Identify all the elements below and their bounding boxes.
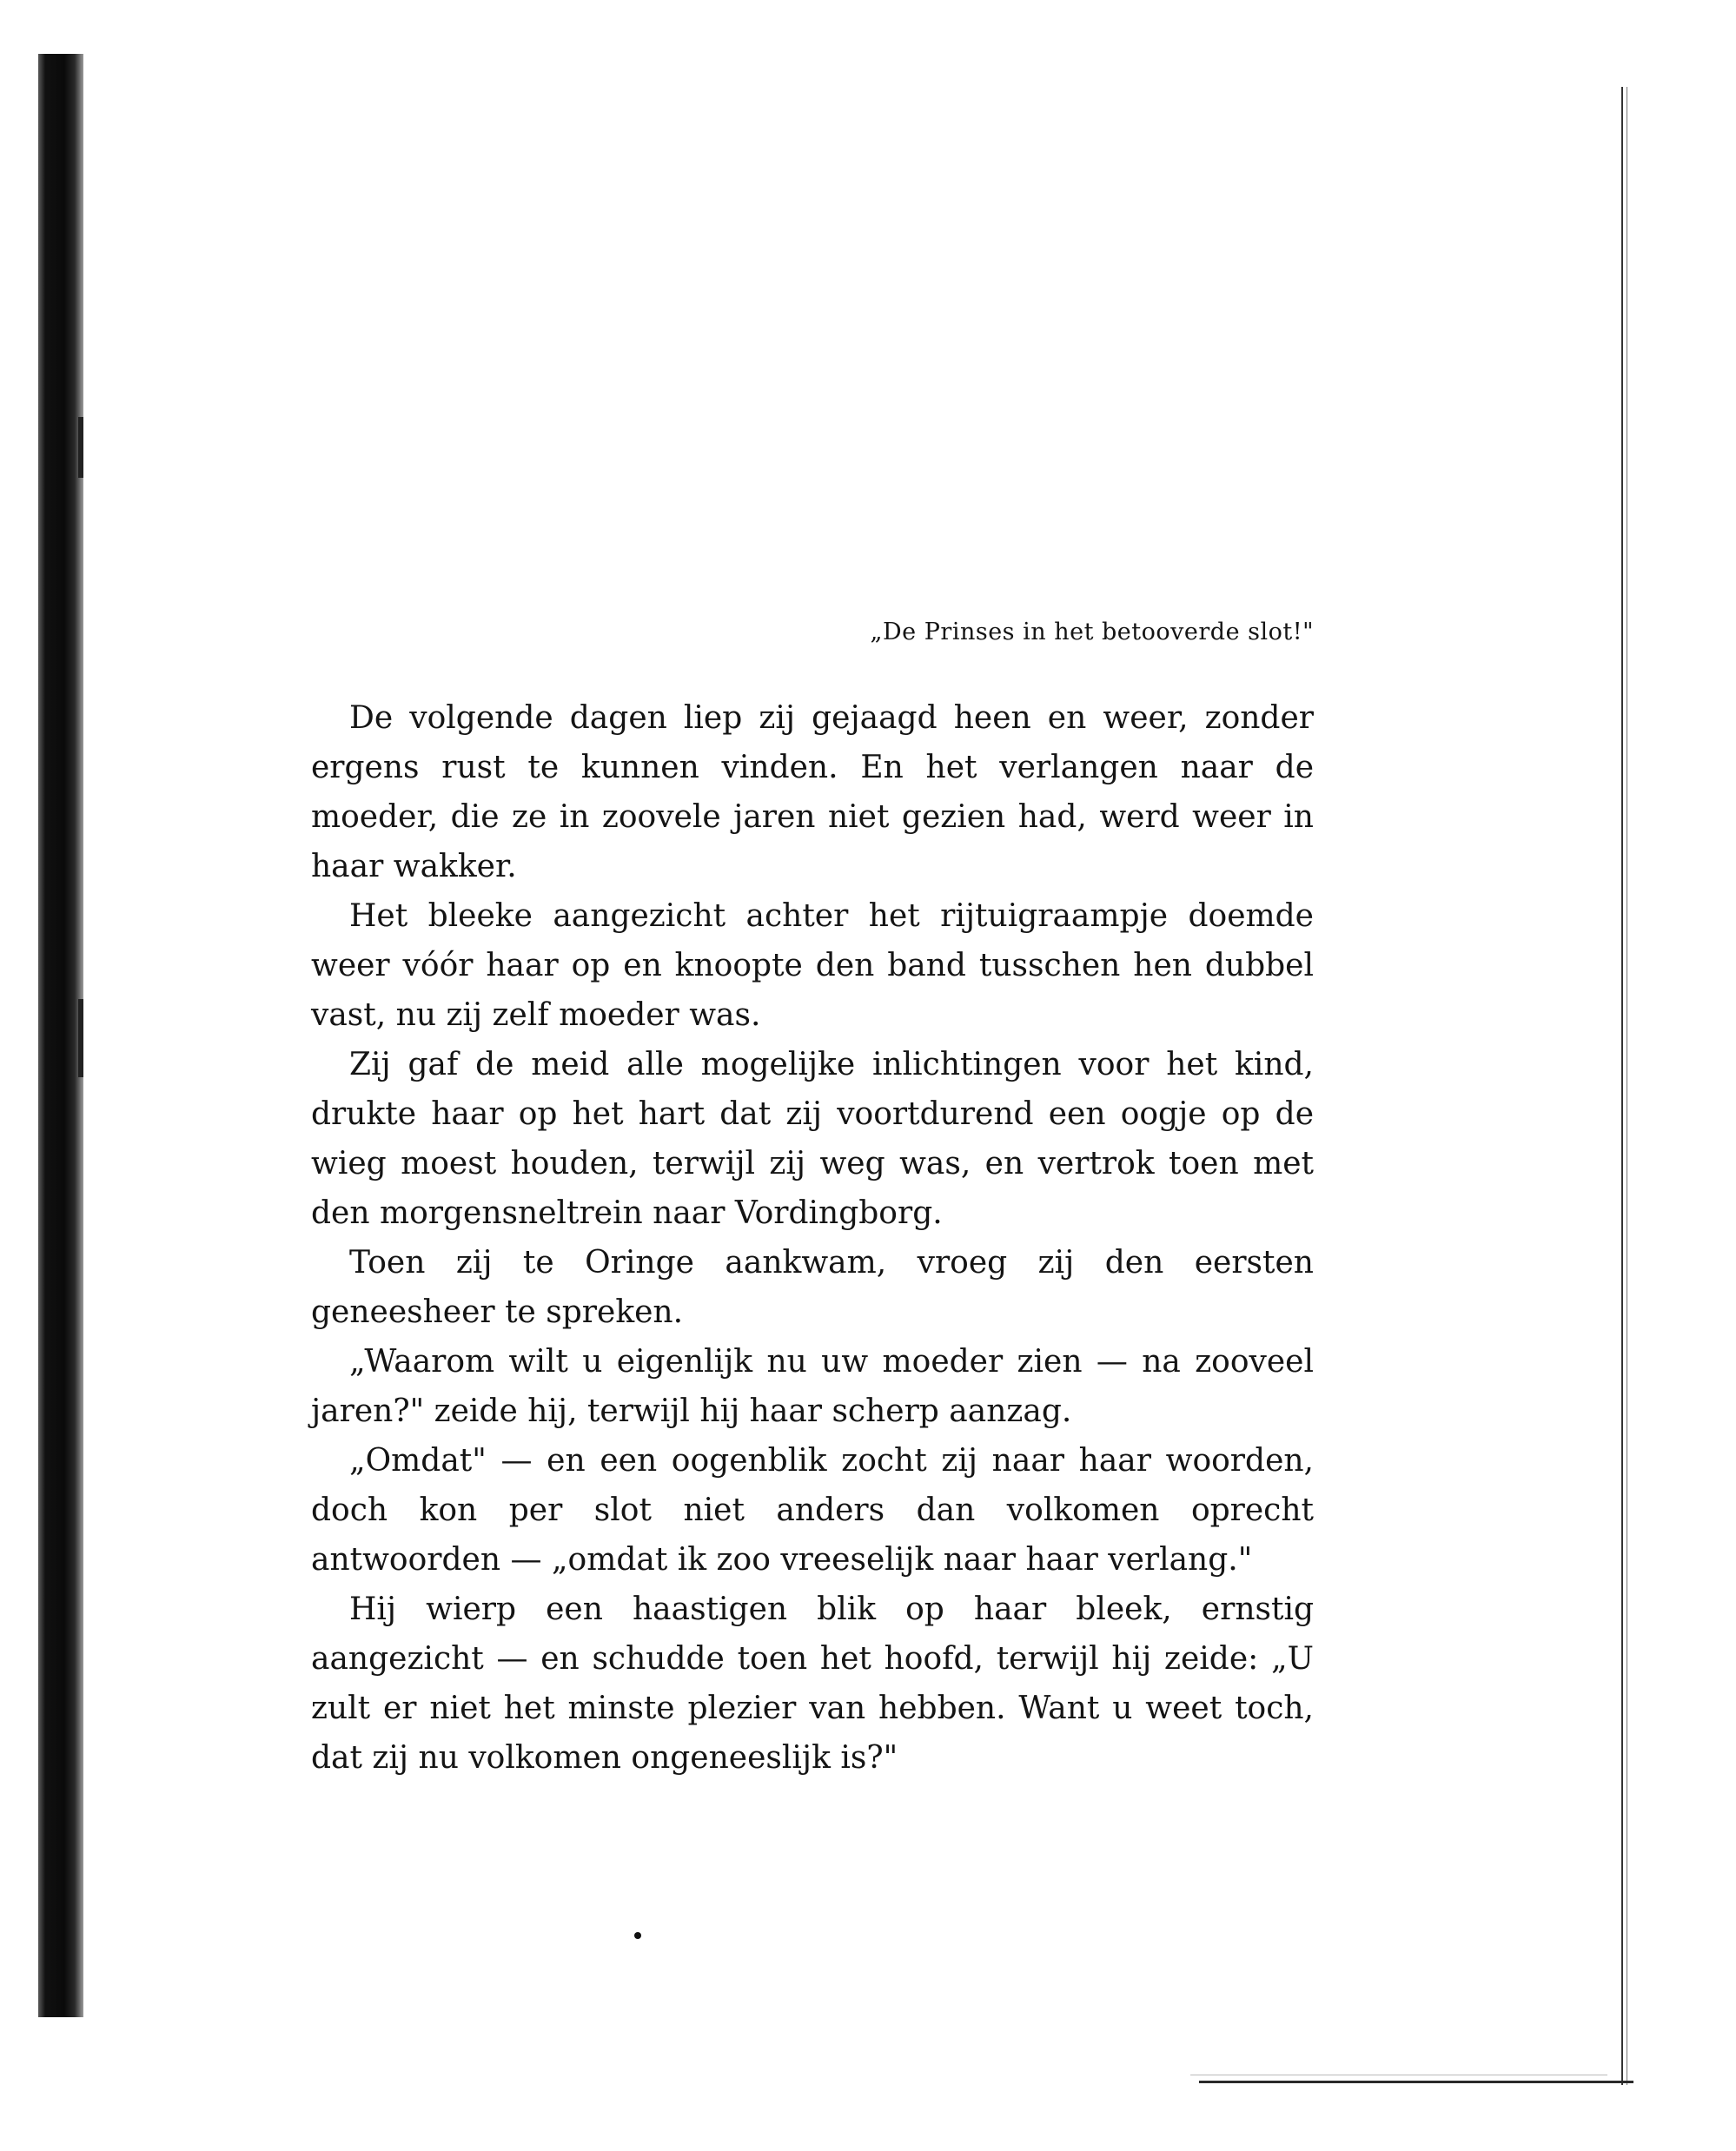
binding-notch (78, 999, 83, 1077)
binding-edge (38, 54, 83, 2017)
paragraph: Het bleeke aangezicht achter het rijtuigraampje doemde weer vóór haar op en knoopte den band tusschen hen dubbel vast, nu zij zelf moeder was. (311, 898, 1314, 1033)
page-border-line (1621, 87, 1623, 2085)
page-border-line (1199, 2081, 1633, 2083)
paragraph: De volgende dagen liep zij gejaagd heen en weer, zonder ergens rust te kunnen vinden. En het verlangen naar de moeder, die ze in zoovele jaren niet gezien had, werd weer in haar wakker. (311, 700, 1314, 884)
paragraph: „Omdat" — en een oogenblik zocht zij naar haar woorden, doch kon per slot niet anders dan volkomen oprecht antwoorden — „omdat ik zoo vreeselijk naar haar verlang." (311, 1443, 1314, 1578)
binding-notch (78, 417, 83, 478)
paragraph: „Waarom wilt u eigenlijk nu uw moeder zien — na zooveel jaren?" zeide hij, terwijl hij haar scherp aanzag. (311, 1344, 1314, 1429)
paragraph: Hij wierp een haastigen blik op haar bleek, ernstig aangezicht — en schudde toen het hoofd, terwijl hij zeide: „U zult er niet het minste plezier van hebben. Want u weet toch, dat zij nu volkomen ongeneeslijk is?" (311, 1592, 1314, 1776)
paragraph: Zij gaf de meid alle mogelijke inlichtingen voor het kind, drukte haar op het hart dat zij voortdurend een oogje op de wieg moest houden, terwijl zij weg was, en vertrok toen met den morgensneltrein naar Vordingborg. (311, 1047, 1314, 1231)
body-text (311, 693, 1314, 1783)
running-header: „De Prinses in het betooverde slot!" (870, 619, 1314, 645)
paragraph: Toen zij te Oringe aankwam, vroeg zij den eersten geneesheer te spreken. (311, 1245, 1314, 1330)
ink-dot (634, 1932, 641, 1939)
